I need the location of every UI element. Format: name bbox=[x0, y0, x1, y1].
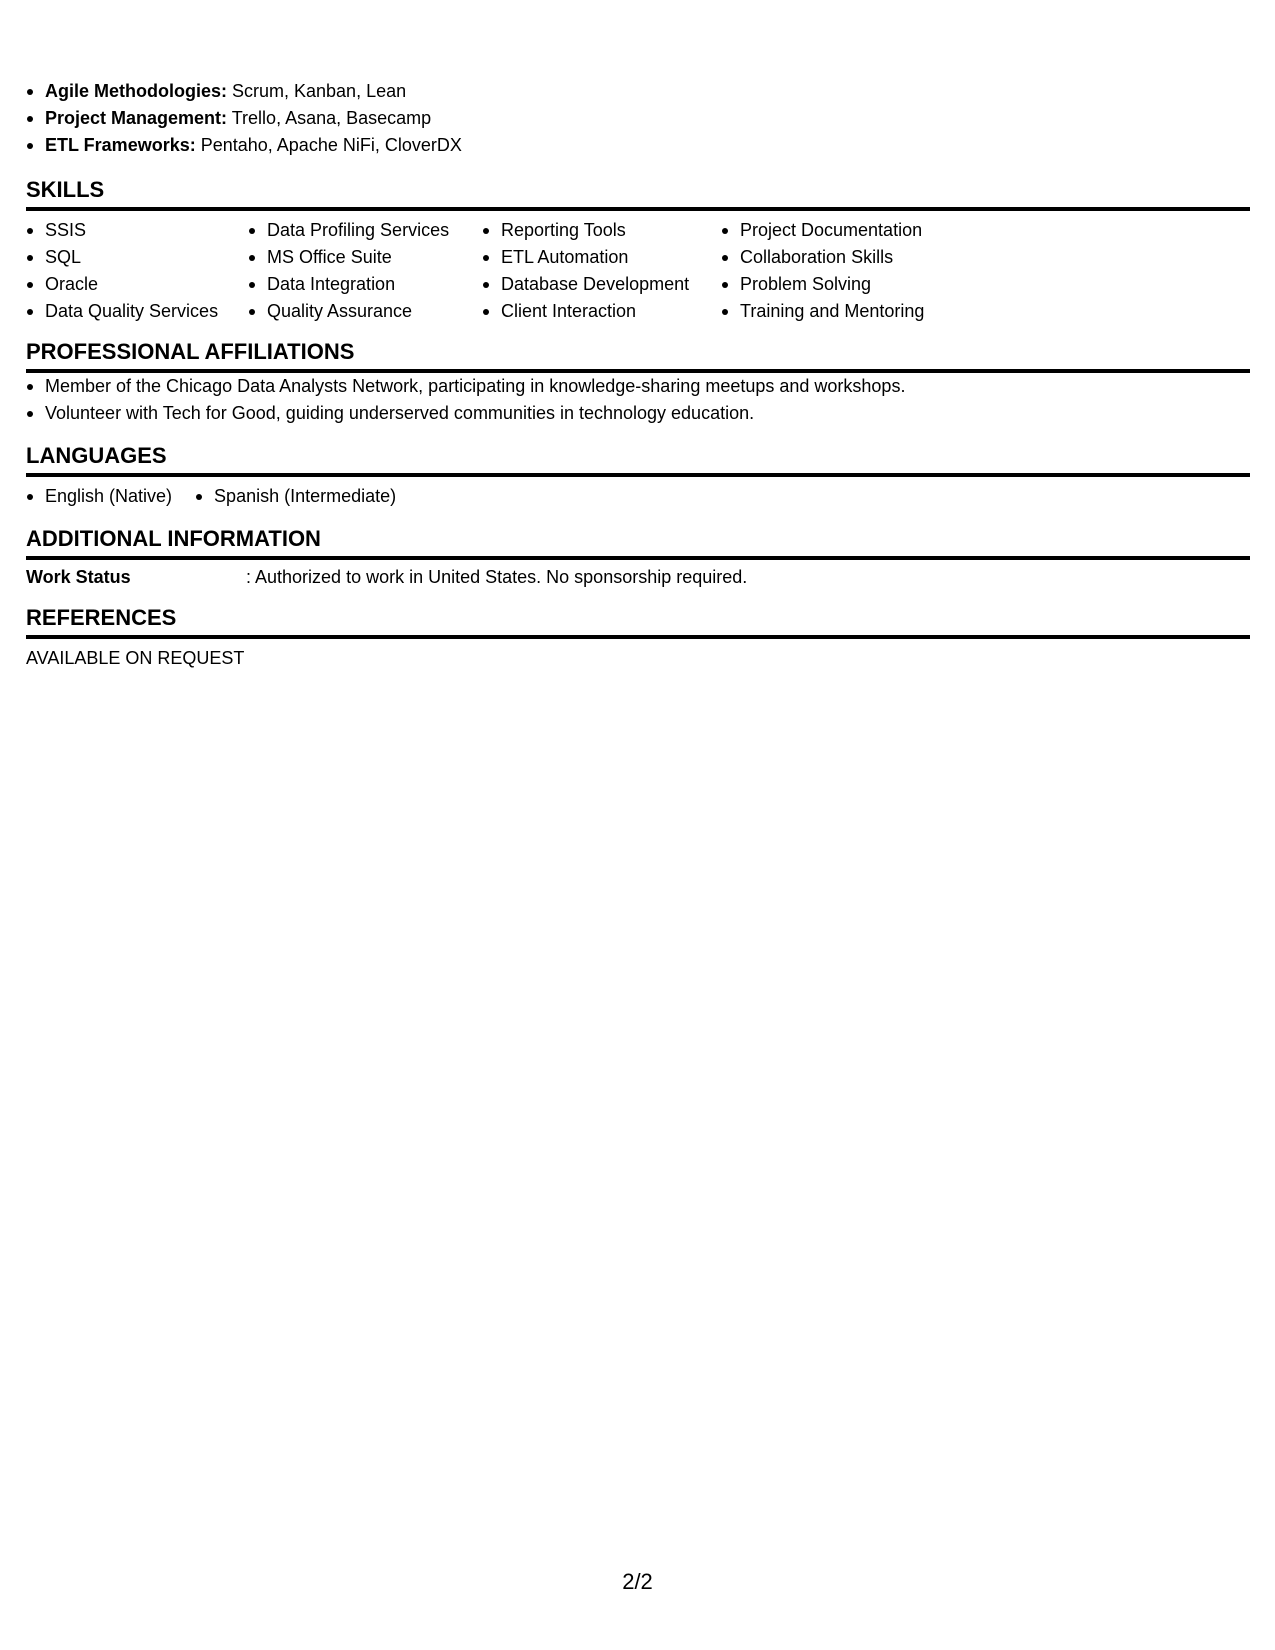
skill-item: Oracle bbox=[26, 271, 248, 298]
skill-item: MS Office Suite bbox=[248, 244, 482, 271]
skills-column-2 bbox=[248, 217, 482, 325]
skills-heading: SKILLS bbox=[26, 176, 1250, 211]
list-item bbox=[26, 78, 1250, 105]
skill-item: Training and Mentoring bbox=[721, 298, 971, 325]
tool-category-label: Agile Methodologies: bbox=[45, 81, 227, 101]
skills-grid bbox=[26, 217, 1250, 325]
work-status-row bbox=[26, 564, 1250, 591]
languages-heading: LANGUAGES bbox=[26, 442, 1250, 477]
skills-column-1 bbox=[26, 217, 248, 325]
language-item: English (Native) bbox=[26, 483, 172, 510]
work-status-value: : Authorized to work in United States. No sponsorship required. bbox=[246, 567, 748, 587]
resume-page bbox=[26, 78, 1250, 672]
references-heading: REFERENCES bbox=[26, 604, 1250, 639]
tool-category-value: Pentaho, Apache NiFi, CloverDX bbox=[195, 135, 462, 155]
skill-item: ETL Automation bbox=[482, 244, 721, 271]
skills-column-3 bbox=[482, 217, 721, 325]
skill-item: Quality Assurance bbox=[248, 298, 482, 325]
skill-item: Project Documentation bbox=[721, 217, 971, 244]
skill-item: Reporting Tools bbox=[482, 217, 721, 244]
skill-item: Database Development bbox=[482, 271, 721, 298]
list-item bbox=[26, 132, 1250, 159]
tool-category-value: Trello, Asana, Basecamp bbox=[227, 108, 432, 128]
affiliation-item: Member of the Chicago Data Analysts Network, participating in knowledge-sharing meetups and workshops. bbox=[26, 373, 1250, 400]
list-item bbox=[26, 105, 1250, 132]
languages-list bbox=[26, 483, 419, 510]
tools-list bbox=[26, 78, 1250, 159]
affiliations-list bbox=[26, 373, 1250, 427]
page-number: 2/2 bbox=[622, 1569, 653, 1594]
skill-item: Data Integration bbox=[248, 271, 482, 298]
skill-item: SQL bbox=[26, 244, 248, 271]
work-status-label: Work Status bbox=[26, 567, 131, 587]
skill-item: Client Interaction bbox=[482, 298, 721, 325]
skills-column-4 bbox=[721, 217, 971, 325]
references-text: AVAILABLE ON REQUEST bbox=[26, 648, 245, 668]
skill-item: Problem Solving bbox=[721, 271, 971, 298]
language-item: Spanish (Intermediate) bbox=[195, 483, 396, 510]
tool-category-label: ETL Frameworks: bbox=[45, 135, 196, 155]
affiliation-item: Volunteer with Tech for Good, guiding underserved communities in technology education. bbox=[26, 400, 1250, 427]
skill-item: Data Quality Services bbox=[26, 298, 248, 325]
tool-category-label: Project Management: bbox=[45, 108, 228, 128]
tool-category-value: Scrum, Kanban, Lean bbox=[227, 81, 407, 101]
affiliations-heading: PROFESSIONAL AFFILIATIONS bbox=[26, 338, 1250, 373]
additional-info-heading: ADDITIONAL INFORMATION bbox=[26, 525, 1250, 560]
skill-item: Data Profiling Services bbox=[248, 217, 482, 244]
languages-row bbox=[26, 483, 1250, 510]
skill-item: SSIS bbox=[26, 217, 248, 244]
skill-item: Collaboration Skills bbox=[721, 244, 971, 271]
